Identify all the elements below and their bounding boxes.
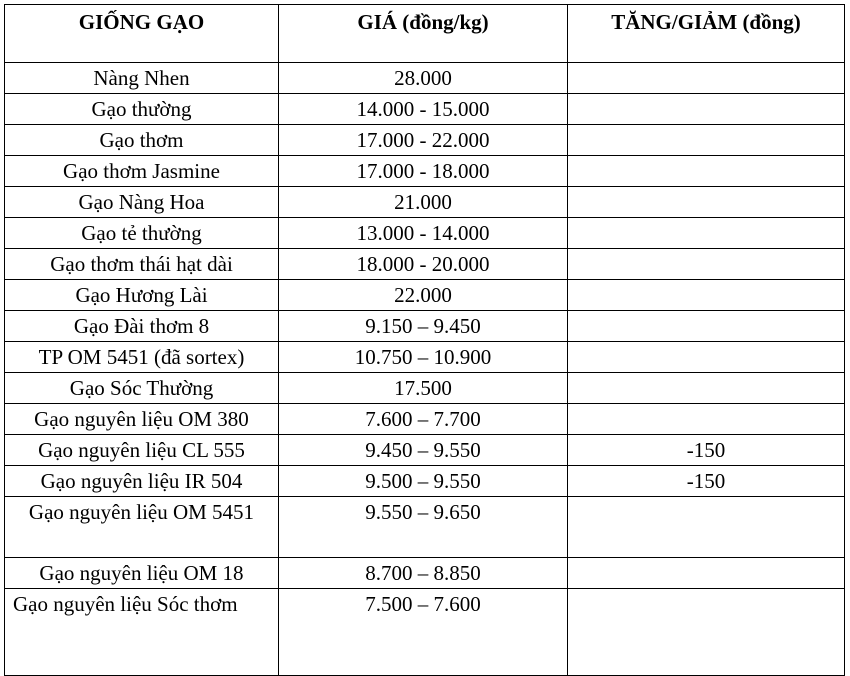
table-row: [5, 249, 845, 280]
cell-price: 9.450 – 9.550: [279, 435, 568, 466]
cell-price: 9.150 – 9.450: [279, 311, 568, 342]
cell-change: [568, 373, 845, 404]
cell-price: 10.750 – 10.900: [279, 342, 568, 373]
table-row: [5, 342, 845, 373]
cell-change: [568, 342, 845, 373]
cell-name: TP OM 5451 (đã sortex): [5, 342, 279, 373]
cell-name: Gạo nguyên liệu OM 5451: [5, 497, 279, 558]
cell-price: 7.600 – 7.700: [279, 404, 568, 435]
cell-name: Gạo nguyên liệu CL 555: [5, 435, 279, 466]
cell-name: Gạo nguyên liệu Sóc thơm: [5, 589, 279, 676]
cell-change: [568, 249, 845, 280]
cell-change: -150: [568, 435, 845, 466]
table-row: [5, 435, 845, 466]
cell-change: [568, 558, 845, 589]
cell-name: Gạo thường: [5, 94, 279, 125]
table-row: [5, 187, 845, 218]
table-row: [5, 558, 845, 589]
cell-price: 17.000 - 22.000: [279, 125, 568, 156]
cell-price: 21.000: [279, 187, 568, 218]
table-row: [5, 311, 845, 342]
cell-name: Gạo thơm thái hạt dài: [5, 249, 279, 280]
cell-name: Gạo nguyên liệu OM 380: [5, 404, 279, 435]
cell-change: -150: [568, 466, 845, 497]
cell-change: [568, 311, 845, 342]
cell-name: Gạo Sóc Thường: [5, 373, 279, 404]
cell-change: [568, 589, 845, 676]
cell-change: [568, 63, 845, 94]
cell-name: Gạo tẻ thường: [5, 218, 279, 249]
table-row: [5, 373, 845, 404]
table-row: [5, 94, 845, 125]
cell-name: Gạo nguyên liệu OM 18: [5, 558, 279, 589]
header-row: [5, 5, 845, 63]
cell-name: Gạo thơm: [5, 125, 279, 156]
table-row: [5, 589, 845, 676]
cell-price: 9.500 – 9.550: [279, 466, 568, 497]
cell-price: 13.000 - 14.000: [279, 218, 568, 249]
table-row: [5, 218, 845, 249]
cell-change: [568, 404, 845, 435]
cell-change: [568, 125, 845, 156]
cell-price: 28.000: [279, 63, 568, 94]
cell-price: 9.550 – 9.650: [279, 497, 568, 558]
cell-name: Nàng Nhen: [5, 63, 279, 94]
table-row: [5, 125, 845, 156]
table-row: [5, 280, 845, 311]
cell-name: Gạo Hương Lài: [5, 280, 279, 311]
table-row: [5, 156, 845, 187]
cell-name: Gạo nguyên liệu IR 504: [5, 466, 279, 497]
cell-name: Gạo thơm Jasmine: [5, 156, 279, 187]
cell-price: 7.500 – 7.600: [279, 589, 568, 676]
cell-change: [568, 156, 845, 187]
rice-price-table: [4, 4, 845, 676]
cell-price: 14.000 - 15.000: [279, 94, 568, 125]
table-row: [5, 497, 845, 558]
table-row: [5, 404, 845, 435]
cell-name: Gạo Nàng Hoa: [5, 187, 279, 218]
cell-change: [568, 218, 845, 249]
table-row: [5, 63, 845, 94]
cell-price: 17.000 - 18.000: [279, 156, 568, 187]
cell-price: 22.000: [279, 280, 568, 311]
rice-price-sheet: [4, 4, 844, 676]
cell-change: [568, 497, 845, 558]
header-change: TĂNG/GIẢM (đồng): [568, 5, 845, 63]
header-price: GIÁ (đồng/kg): [279, 5, 568, 63]
cell-name: Gạo Đài thơm 8: [5, 311, 279, 342]
table-row: [5, 466, 845, 497]
cell-change: [568, 280, 845, 311]
header-variety: GIỐNG GẠO: [5, 5, 279, 63]
cell-price: 17.500: [279, 373, 568, 404]
cell-price: 8.700 – 8.850: [279, 558, 568, 589]
cell-price: 18.000 - 20.000: [279, 249, 568, 280]
cell-change: [568, 187, 845, 218]
cell-change: [568, 94, 845, 125]
